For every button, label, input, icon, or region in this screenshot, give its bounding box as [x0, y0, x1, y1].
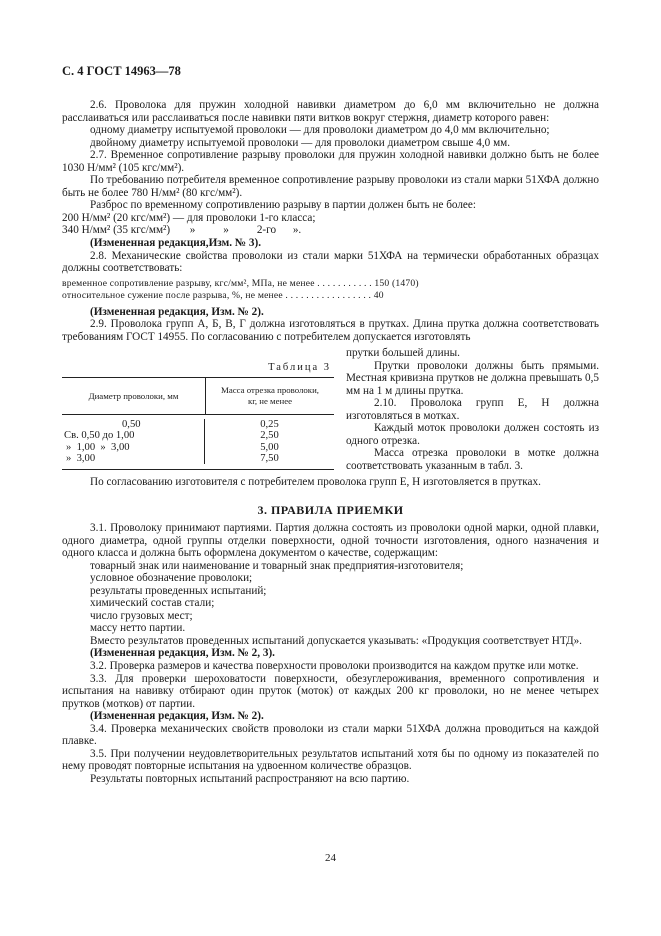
amendment-note-4: (Измененная редакция, Изм. № 2). [90, 710, 264, 723]
paragraph-agreement: По согласованию изготовителя с потребителем проволока групп Е, Н изготовляется в прутках. [90, 476, 541, 488]
paragraph-retest: Результаты повторных испытаний распространяют на всю партию. [90, 772, 410, 785]
table-row-4-diameter: » 3,00 [66, 452, 96, 464]
spread-class-1: 200 Н/мм² (20 кгс/мм²) — для проволоки 1-го класса; [62, 211, 316, 224]
paragraph-3-5: 3.5. При получении неудовлетворительных результатов испытаний хотя бы по одному из показателей по нему проводят повторные испытания на удвоенном количестве образцов. [62, 747, 599, 773]
amendment-note-3: (Измененная редакция, Изм. № 2, 3). [90, 647, 275, 660]
col-mass-header [206, 378, 334, 414]
table-row-1-diameter: 0,50 [122, 419, 141, 430]
list-item-designation: условное обозначение проволоки; [90, 572, 253, 585]
paragraph-3-1: 3.1. Проволоку принимают партиями. Партия должна состоять из проволоки одной марки, одной плавки, одного диаметра, одной группы отделки поверхности, одной точности изготовления, одного назначения и одного класса и должна быть оформлена документом о качестве, содержащим: [62, 522, 599, 560]
after-table-text [62, 476, 599, 489]
page-header: С. 4 ГОСТ 14963—78 [62, 64, 181, 78]
list-item-chemistry: химический состав стали; [90, 597, 215, 610]
page-number: 24 [325, 852, 336, 864]
col-diameter-header: Диаметр проволоки, мм [62, 378, 206, 414]
list-item-cargo-places: число грузовых мест; [90, 609, 193, 622]
amendment-note-1: (Измененная редакция,Изм. № 3). [90, 237, 261, 250]
table-row-2-mass: 2,50 [260, 430, 279, 442]
side-continuation: прутки большей длины. [346, 347, 460, 359]
col-mass-values [205, 419, 334, 464]
col-diameter-values [62, 419, 205, 464]
reduction-area-line: относительное сужение после разрыва, %, не менее . . . . . . . . . . . . . . . . . 40 [62, 290, 384, 302]
paragraph-2-10: 2.10. Проволока групп Е, Н должна изготовляться в мотках. [346, 397, 599, 422]
paragraph-2-7: 2.7. Временное сопротивление разрыву проволоки для пружин холодной навивки должно быть не более 1030 Н/мм² (105 кгс/мм²). [62, 149, 599, 174]
paragraph-2-9: 2.9. Проволока групп А, Б, В, Г должна изготовляться в прутках. Длина прутка должна соответствовать требованиям ГОСТ 14955. По согласованию с потребителем допускается изготовлять [62, 318, 599, 343]
list-item-trademark: товарный знак или наименование и товарный знак предприятия-изготовителя; [90, 559, 464, 572]
table-row-3-diameter: » 1,00 » 3,00 [66, 441, 130, 453]
side-coil: Каждый моток проволоки должен состоять из одного отрезка. [346, 422, 599, 447]
col-mass-header-line1: Масса отрезка проволоки, [221, 385, 319, 395]
paragraph-2-6-item-2: двойному диаметру испытуемой проволоки — для проволоки диаметром свыше 4,0 мм. [90, 136, 511, 149]
side-straightness: Прутки проволоки должны быть прямыми. Местная кривизна прутков не должна превышать 0,5 мм на 1 м длины прутка. [346, 359, 599, 397]
table-row-4-mass: 7,50 [260, 452, 279, 464]
paragraph-3-4: 3.4. Проверка механических свойств проволоки из стали марки 51ХФА должна проводиться на каждой плавке. [62, 722, 599, 748]
side-text [346, 347, 599, 472]
table-caption: Таблица 3 [268, 362, 331, 373]
paragraph-2-6: 2.6. Проволока для пружин холодной навивки диаметром до 6,0 мм включительно не должна расслаиваться или расслаиваться после навивки пяти витков вокруг стержня, диаметр которого равен: [62, 99, 599, 124]
paragraph-2-6-item-1: одному диаметру испытуемой проволоки — для проволоки диаметром до 4,0 мм включительно; [90, 124, 550, 137]
col-mass-header-line2: кг, не менее [247, 396, 293, 406]
list-item-test-results: результаты проведенных испытаний; [90, 584, 267, 597]
side-coil-mass: Масса отрезка проволоки в мотке должна соответствовать указанным в табл. 3. [346, 447, 599, 472]
table-row-1-mass: 0,25 [260, 419, 279, 430]
table-body [62, 415, 334, 470]
amendment-note-2: (Измененная редакция, Изм. № 2). [90, 305, 264, 318]
paragraph-3-2: 3.2. Проверка размеров и качества поверхности проволоки производится на каждом прутке или мотке. [90, 660, 579, 673]
paragraph-3-3: 3.3. Для проверки шероховатости поверхности, обезуглероживания, временного сопротивления и испытания на навивку отбирают один пруток (моток) от каждых 200 кг проволоки, но не менее четырех прутков (мотков) от партии. [62, 672, 599, 710]
section-3-title: 3. ПРАВИЛА ПРИЕМКИ [257, 503, 404, 517]
paragraph-2-7-requirement: По требованию потребителя временное сопротивление разрыву проволоки из стали марки 51ХФА должно быть не более 780 Н/мм² (80 кгс/мм²). [62, 174, 599, 199]
section-2-text-top [62, 99, 599, 343]
paragraph-ntd: Вместо результатов проведенных испытаний допускается указывать: «Продукция соответствует НТД». [90, 634, 582, 647]
table-header [62, 377, 334, 415]
table-row-3-mass: 5,00 [260, 441, 279, 453]
paragraph-2-7-spread: Разброс по временному сопротивлению разрыву в партии должен быть не более: [90, 199, 476, 212]
spread-class-2: 340 Н/мм² (35 кгс/мм²) » » 2-го ». [62, 224, 302, 237]
tensile-strength-line: временное сопротивление разрыву, кгс/мм², МПа, не менее . . . . . . . . . . . 150 (1470) [62, 277, 419, 289]
paragraph-2-8: 2.8. Механические свойства проволоки из стали марки 51ХФА на термически обработанных образцах должны соответствовать: [62, 249, 599, 275]
table-row-2-diameter: Св. 0,50 до 1,00 [64, 430, 135, 442]
table-3 [62, 362, 334, 470]
section-3-text [62, 522, 599, 785]
list-item-net-mass: массу нетто партии. [90, 622, 186, 635]
